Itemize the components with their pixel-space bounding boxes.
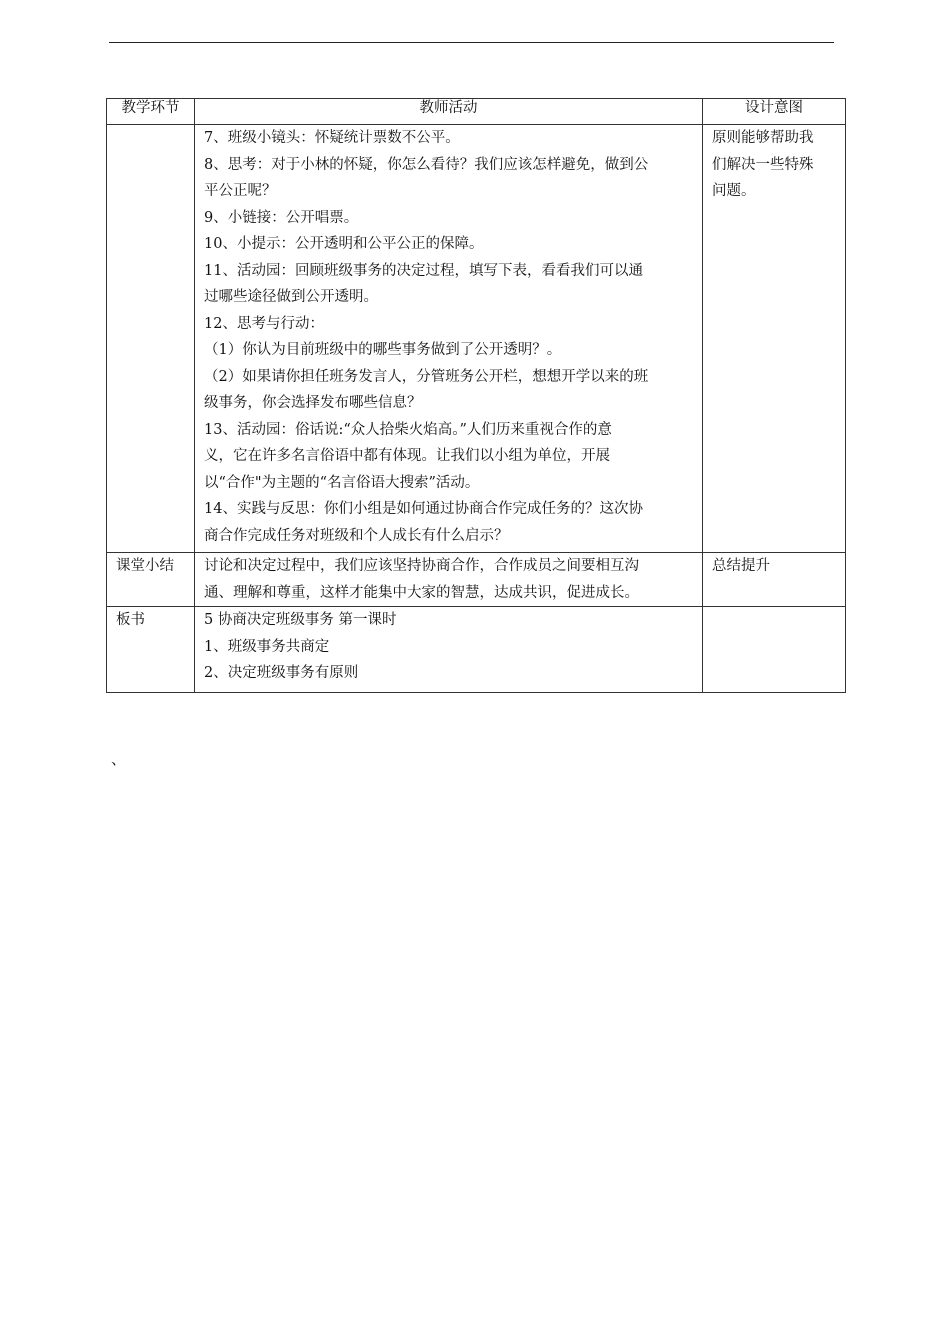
activity-line: 10、小提示：公开透明和公平公正的保障。 [204, 236, 484, 252]
activity-line: 14、实践与反思：你们小组是如何通过协商合作完成任务的？这次协 [204, 501, 643, 517]
activity-line: 过哪些途径做到公开透明。 [204, 289, 378, 305]
intent-cell [703, 607, 846, 693]
header-section: 教学环节 [107, 99, 195, 125]
activities-cell [195, 607, 703, 693]
table-row [107, 553, 846, 607]
section-cell [107, 125, 195, 553]
activities-cell [195, 553, 703, 607]
intent-line: 总结提升 [712, 558, 770, 574]
section-cell: 板书 [107, 607, 195, 693]
activity-line: 7、班级小镜头：怀疑统计票数不公平。 [204, 130, 460, 146]
intent-line: 原则能够帮助我 [712, 130, 814, 146]
activity-line: 2、决定班级事务有原则 [204, 665, 359, 681]
intent-line: 问题。 [712, 183, 756, 199]
intent-line: 们解决一些特殊 [712, 156, 814, 173]
section-cell: 课堂小结 [107, 553, 195, 607]
activity-line: （2）如果请你担任班务发言人，分管班务公开栏，想想开学以来的班 [204, 368, 649, 385]
activity-line: 13、活动园：俗话说:“众人拾柴火焰高。”人们历来重视合作的意 [204, 421, 612, 438]
activity-line: 平公正呢？ [204, 183, 277, 199]
activity-line: （1）你认为目前班级中的哪些事务做到了公开透明？。 [204, 342, 562, 358]
activity-line: 8、思考：对于小林的怀疑，你怎么看待？我们应该怎样避免，做到公 [204, 156, 649, 173]
header-teacher-activity: 教师活动 [195, 99, 703, 125]
activity-line: 9、小链接：公开唱票。 [204, 209, 359, 226]
header-rule [109, 42, 834, 43]
activity-line: 讨论和决定过程中，我们应该坚持协商合作，合作成员之间要相互沟 [204, 558, 639, 574]
table-row [107, 125, 846, 553]
activity-line: 级事务，你会选择发布哪些信息？ [204, 395, 422, 411]
activity-line: 通、理解和尊重，这样才能集中大家的智慧，达成共识，促进成长。 [204, 584, 639, 601]
trailing-mark: 、 [111, 750, 127, 768]
activities-cell [195, 125, 703, 553]
header-design-intent: 设计意图 [703, 99, 846, 125]
table-row [107, 607, 846, 693]
lesson-plan-table [106, 98, 846, 693]
activity-line: 5 协商决定班级事务 第一课时 [204, 612, 397, 628]
activity-line: 1、班级事务共商定 [204, 638, 330, 655]
activity-line: 义，它在许多名言俗语中都有体现。让我们以小组为单位，开展 [204, 448, 610, 464]
activity-line: 11、活动园：回顾班级事务的决定过程，填写下表，看看我们可以通 [204, 262, 643, 279]
activity-line: 12、思考与行动： [204, 315, 324, 332]
activity-line: 以“合作"为主题的“名言俗语大搜索”活动。 [204, 474, 480, 491]
intent-cell [703, 553, 846, 607]
table-header-row [107, 99, 846, 125]
activity-line: 商合作完成任务对班级和个人成长有什么启示？ [204, 527, 509, 544]
intent-cell [703, 125, 846, 553]
